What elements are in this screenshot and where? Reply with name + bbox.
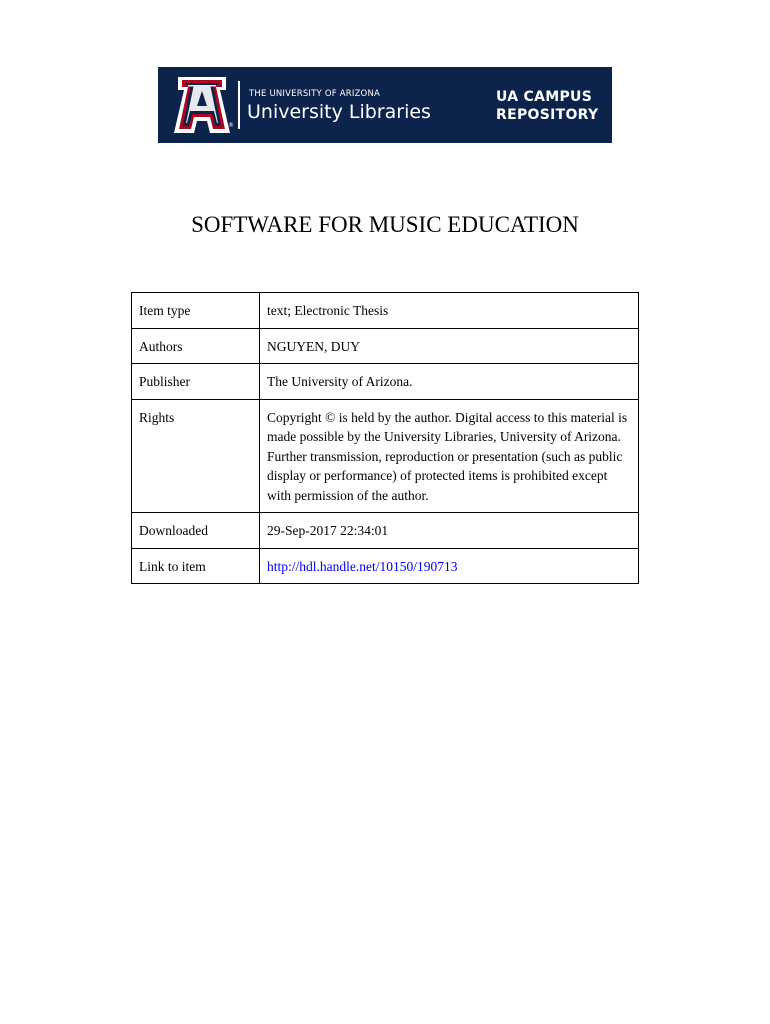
metadata-row-downloaded — [132, 513, 639, 549]
libraries-name: University Libraries — [247, 101, 431, 123]
row-value — [260, 548, 639, 584]
repository-banner — [158, 67, 612, 143]
metadata-row-link — [132, 548, 639, 584]
row-value: The University of Arizona. — [260, 364, 639, 400]
row-value: NGUYEN, DUY — [260, 328, 639, 364]
row-label: Rights — [132, 399, 260, 513]
row-label: Downloaded — [132, 513, 260, 549]
repository-line-2: REPOSITORY — [496, 107, 599, 123]
repository-line-1: UA CAMPUS — [496, 89, 593, 105]
item-link[interactable]: http://hdl.handle.net/10150/190713 — [267, 558, 458, 574]
metadata-row-publisher — [132, 364, 639, 400]
metadata-row-rights — [132, 399, 639, 513]
banner-divider — [238, 81, 240, 129]
row-label: Link to item — [132, 548, 260, 584]
document-title: SOFTWARE FOR MUSIC EDUCATION — [191, 212, 579, 237]
university-name: THE UNIVERSITY OF ARIZONA — [249, 89, 381, 99]
row-label: Publisher — [132, 364, 260, 400]
trademark-mark: ® — [228, 122, 234, 129]
metadata-table — [131, 292, 639, 584]
row-value: text; Electronic Thesis — [260, 293, 639, 329]
university-of-arizona-logo — [174, 77, 230, 133]
repository-name — [496, 88, 598, 124]
metadata-row-item-type — [132, 293, 639, 329]
row-value: 29-Sep-2017 22:34:01 — [260, 513, 639, 549]
metadata-row-authors — [132, 328, 639, 364]
row-label: Item type — [132, 293, 260, 329]
row-value: Copyright © is held by the author. Digital access to this material is made possible by the University Libraries, University of Arizona. Further transmission, reproduction or presentation (such as public display or performance) of protected items is prohibited except with permission of the author. — [260, 399, 639, 513]
row-label: Authors — [132, 328, 260, 364]
